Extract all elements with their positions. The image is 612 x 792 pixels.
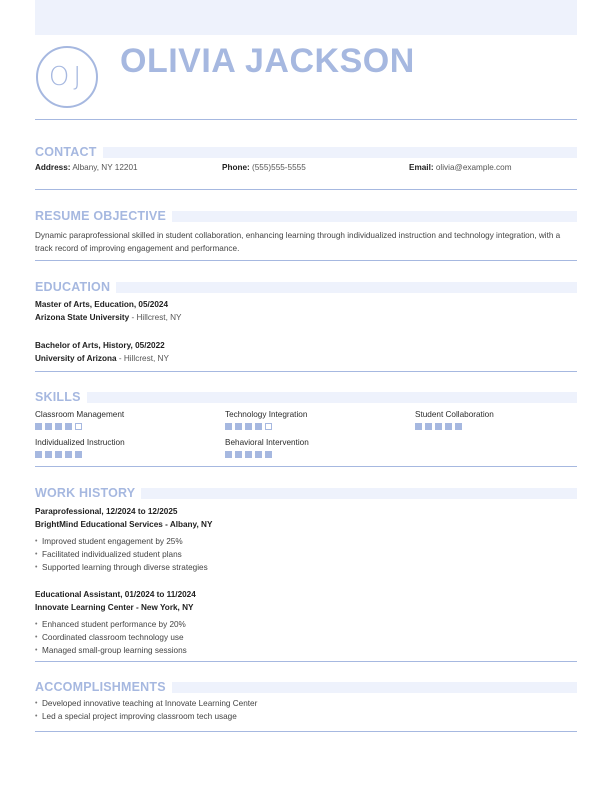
education-school: University of Arizona	[35, 354, 117, 363]
skill-rating	[35, 451, 125, 458]
accomplishment-item: • Developed innovative teaching at Innovate Learning Center	[35, 697, 257, 710]
education-title: EDUCATION	[35, 280, 111, 294]
education-item	[35, 298, 182, 324]
contact-heading	[35, 144, 577, 160]
job-bullets	[35, 618, 196, 657]
objective-heading	[35, 208, 577, 224]
skill-level-filled	[235, 423, 242, 430]
heading-bar	[87, 392, 577, 403]
skill-level-filled	[65, 423, 72, 430]
education-degree: Bachelor of Arts, History, 05/2022	[35, 341, 165, 350]
accomplishments-list	[35, 697, 257, 723]
skill-name: Behavioral Intervention	[225, 438, 309, 447]
header-band	[35, 0, 577, 35]
divider	[35, 260, 577, 261]
contact-phone	[222, 163, 306, 172]
address-label: Address:	[35, 163, 71, 172]
job-bullet: • Coordinated classroom technology use	[35, 631, 196, 644]
skill-level-filled	[245, 451, 252, 458]
contact-email	[409, 163, 512, 172]
skill-item	[35, 410, 124, 430]
skill-level-filled	[35, 451, 42, 458]
education-heading	[35, 279, 577, 295]
skill-level-filled	[435, 423, 442, 430]
objective-text: Dynamic paraprofessional skilled in student collaboration, enhancing learning through individualized instruction and technology integration, with a track record of improving engagement and performance.	[35, 231, 561, 253]
skill-level-filled	[255, 451, 262, 458]
accomplishments-title: ACCOMPLISHMENTS	[35, 680, 166, 694]
job-company: BrightMind Educational Services - Albany, NY	[35, 520, 213, 529]
skill-item	[225, 438, 309, 458]
skill-level-filled	[225, 423, 232, 430]
email-value: olivia@example.com	[435, 163, 512, 172]
job-bullet: • Enhanced student performance by 20%	[35, 618, 196, 631]
education-item	[35, 339, 169, 365]
skill-level-filled	[265, 451, 272, 458]
skill-level-filled	[45, 423, 52, 430]
education-degree: Master of Arts, Education, 05/2024	[35, 300, 169, 309]
contact-title: CONTACT	[35, 145, 97, 159]
skill-level-filled	[455, 423, 462, 430]
skill-level-filled	[245, 423, 252, 430]
skill-item	[35, 438, 125, 458]
objective-title: RESUME OBJECTIVE	[35, 209, 167, 223]
skill-item	[225, 410, 307, 430]
education-location: - Hillcrest, NY	[116, 354, 169, 363]
initials-monogram: OJ	[36, 46, 98, 108]
phone-label: Phone:	[222, 163, 250, 172]
job-role: Educational Assistant, 01/2024 to 11/2024	[35, 590, 196, 599]
job-bullets	[35, 535, 212, 574]
work-heading	[35, 485, 577, 501]
skill-name: Individualized Instruction	[35, 438, 125, 447]
accomplishment-item: • Led a special project improving classroom tech usage	[35, 710, 257, 723]
skill-name: Classroom Management	[35, 410, 125, 419]
education-school: Arizona State University	[35, 313, 130, 322]
accomplishments-heading	[35, 679, 577, 695]
work-title: WORK HISTORY	[35, 486, 136, 500]
skill-rating	[225, 423, 307, 430]
skill-level-filled	[45, 451, 52, 458]
education-location: - Hillcrest, NY	[129, 313, 182, 322]
divider	[35, 119, 577, 120]
phone-value: (555)555-5555	[252, 163, 306, 172]
heading-bar	[103, 147, 577, 158]
divider	[35, 731, 577, 732]
accomplishments-list-wrap	[35, 697, 257, 723]
job-company: Innovate Learning Center - New York, NY	[35, 603, 194, 612]
job-bullet: • Supported learning through diverse strategies	[35, 561, 212, 574]
skill-level-filled	[55, 423, 62, 430]
heading-bar	[141, 488, 577, 499]
skill-rating	[35, 423, 124, 430]
email-label: Email:	[409, 163, 434, 172]
skill-name: Technology Integration	[225, 410, 308, 419]
contact-address	[35, 163, 138, 172]
skill-level-filled	[445, 423, 452, 430]
heading-bar	[172, 682, 577, 693]
skill-level-filled	[415, 423, 422, 430]
address-value: Albany, NY 12201	[72, 163, 138, 172]
skill-level-filled	[235, 451, 242, 458]
skill-rating	[415, 423, 494, 430]
skills-title: SKILLS	[35, 390, 81, 404]
skill-level-filled	[225, 451, 232, 458]
skill-level-filled	[75, 451, 82, 458]
candidate-name: OLIVIA JACKSON	[120, 42, 415, 80]
heading-bar	[172, 211, 577, 222]
skill-level-empty	[265, 423, 272, 430]
divider	[35, 189, 577, 190]
skill-level-filled	[425, 423, 432, 430]
heading-bar	[116, 282, 577, 293]
skill-level-empty	[75, 423, 82, 430]
skill-level-filled	[65, 451, 72, 458]
job-bullet: • Facilitated individualized student plans	[35, 548, 212, 561]
job-role: Paraprofessional, 12/2024 to 12/2025	[35, 507, 178, 516]
skill-level-filled	[55, 451, 62, 458]
job-bullet: • Managed small-group learning sessions	[35, 644, 196, 657]
job-entry	[35, 505, 212, 574]
skill-level-filled	[255, 423, 262, 430]
skill-item	[415, 410, 494, 430]
divider	[35, 371, 577, 372]
divider	[35, 661, 577, 662]
skill-rating	[225, 451, 309, 458]
skill-level-filled	[35, 423, 42, 430]
divider	[35, 466, 577, 467]
skill-name: Student Collaboration	[415, 410, 494, 419]
job-entry	[35, 588, 196, 657]
skills-heading	[35, 389, 577, 405]
job-bullet: • Improved student engagement by 25%	[35, 535, 212, 548]
